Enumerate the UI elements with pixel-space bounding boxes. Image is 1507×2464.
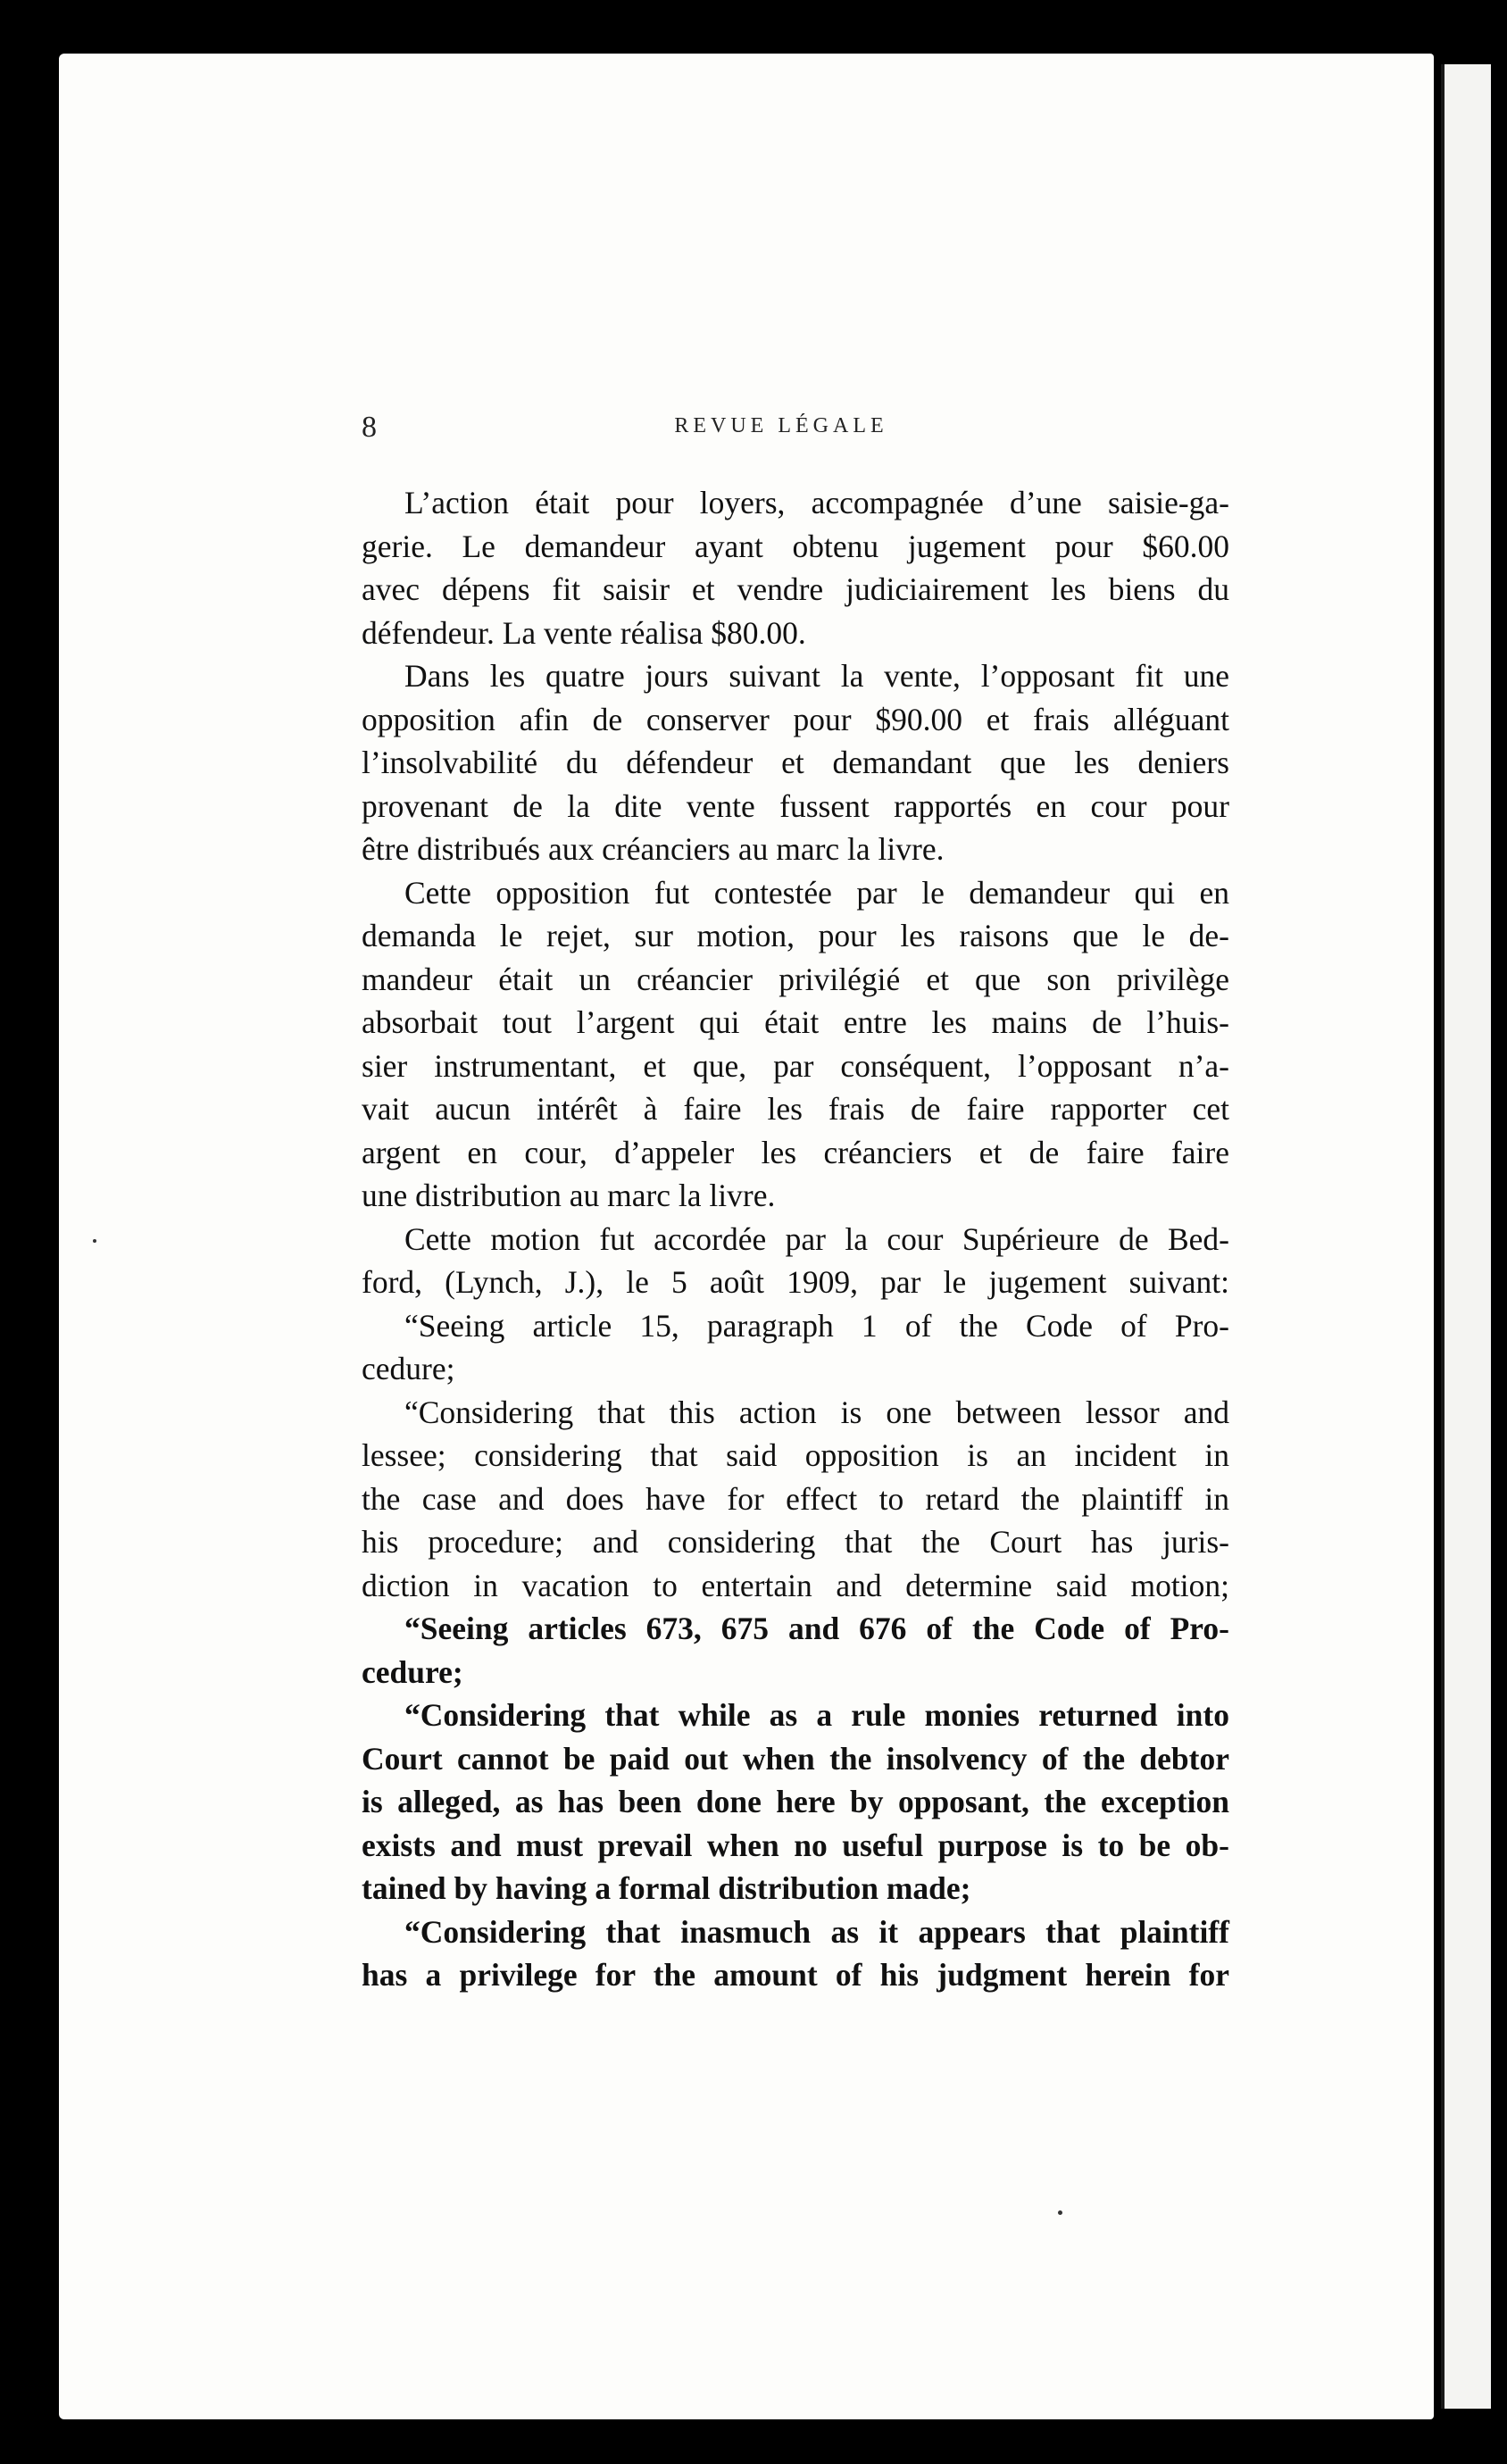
judgment-considering-lessor xyxy=(362,1391,1229,1608)
text-line: être distribués aux créanciers au marc la livre. xyxy=(362,831,945,867)
judgment-considering-monies xyxy=(362,1694,1229,1910)
text-line: Cette motion fut accordée par la cour Supérieure de Bed- xyxy=(404,1220,1229,1257)
paragraph-action xyxy=(362,481,1229,654)
text-line: gerie. Le demandeur ayant obtenu jugement pour $60.00 xyxy=(362,528,1229,564)
body-text xyxy=(362,481,1229,1997)
text-line: l’insolvabilité du défendeur et demandant que les deniers xyxy=(362,745,1229,780)
text-line: Cette opposition fut contestée par le demandeur qui en xyxy=(404,874,1229,911)
text-line: “Considering that while as a rule monies returned into xyxy=(404,1697,1229,1733)
text-line: avec dépens fit saisir et vendre judiciairement les biens du xyxy=(362,571,1229,607)
text-line: “Seeing article 15, paragraph 1 of the Code of Pro- xyxy=(404,1307,1229,1344)
text-line: provenant de la dite vente fussent rapportés en cour pour xyxy=(362,787,1229,824)
text-line: absorbait tout l’argent qui était entre les mains de l’huis- xyxy=(362,1004,1229,1040)
text-line: Dans les quatre jours suivant la vente, l’opposant fit une xyxy=(404,658,1229,694)
text-line: défendeur. La vente réalisa $80.00. xyxy=(362,614,806,651)
running-title: REVUE LÉGALE xyxy=(674,414,888,437)
text-line: exists and must prevail when no useful purpose is to be ob- xyxy=(362,1827,1229,1863)
text-line: “Seeing articles 673, 675 and 676 of the Code of Pro- xyxy=(404,1611,1229,1646)
text-line: “Considering that this action is one between lessor and xyxy=(404,1394,1229,1430)
judgment-seeing-articles-673 xyxy=(362,1607,1229,1694)
text-line: Court cannot be paid out when the insolvency of the debtor xyxy=(362,1740,1229,1777)
paragraph-contestation xyxy=(362,871,1229,1218)
text-line: une distribution au marc la livre. xyxy=(362,1178,776,1213)
text-line: vait aucun intérêt à faire les frais de faire rapporter cet xyxy=(362,1091,1229,1127)
page-header xyxy=(362,411,1201,455)
text-line: diction in vacation to entertain and determine said motion; xyxy=(362,1567,1229,1603)
text-line: his procedure; and considering that the Court has juris- xyxy=(362,1524,1229,1560)
text-line: ford, (Lynch, J.), le 5 août 1909, par le jugement suivant: xyxy=(362,1264,1229,1300)
text-line: is alleged, as has been done here by opposant, the exception xyxy=(362,1784,1229,1819)
judgment-considering-privilege xyxy=(362,1910,1229,1997)
text-line: demanda le rejet, sur motion, pour les raisons que le de- xyxy=(362,918,1229,953)
text-line: mandeur était un créancier privilégié et que son privilège xyxy=(362,961,1229,997)
text-line: L’action était pour loyers, accompagnée d’une saisie-ga- xyxy=(404,485,1229,520)
text-line: has a privilege for the amount of his judgment herein for xyxy=(362,1957,1229,1993)
text-line: sier instrumentant, et que, par conséquent, l’opposant n’a- xyxy=(362,1047,1229,1084)
text-line: cedure; xyxy=(362,1653,463,1690)
scan-speck xyxy=(1058,2210,1062,2215)
text-line: the case and does have for effect to retard the plaintiff in xyxy=(362,1480,1229,1517)
paragraph-opposition xyxy=(362,654,1229,871)
page-number: 8 xyxy=(362,411,377,444)
scan-speck xyxy=(93,1239,96,1243)
text-line: cedure; xyxy=(362,1351,455,1386)
text-line: “Considering that inasmuch as it appears that plaintiff xyxy=(404,1913,1229,1950)
paragraph-motion xyxy=(362,1218,1229,1304)
text-line: lessee; considering that said opposition is an incident in xyxy=(362,1437,1229,1473)
judgment-seeing-article-15 xyxy=(362,1304,1229,1391)
scan-left-border xyxy=(0,0,59,2464)
next-page-edge xyxy=(1441,64,1491,2409)
text-line: opposition afin de conserver pour $90.00 et frais alléguant xyxy=(362,701,1229,737)
text-line: argent en cour, d’appeler les créanciers et de faire faire xyxy=(362,1134,1229,1170)
text-line: tained by having a formal distribution made; xyxy=(362,1870,971,1906)
